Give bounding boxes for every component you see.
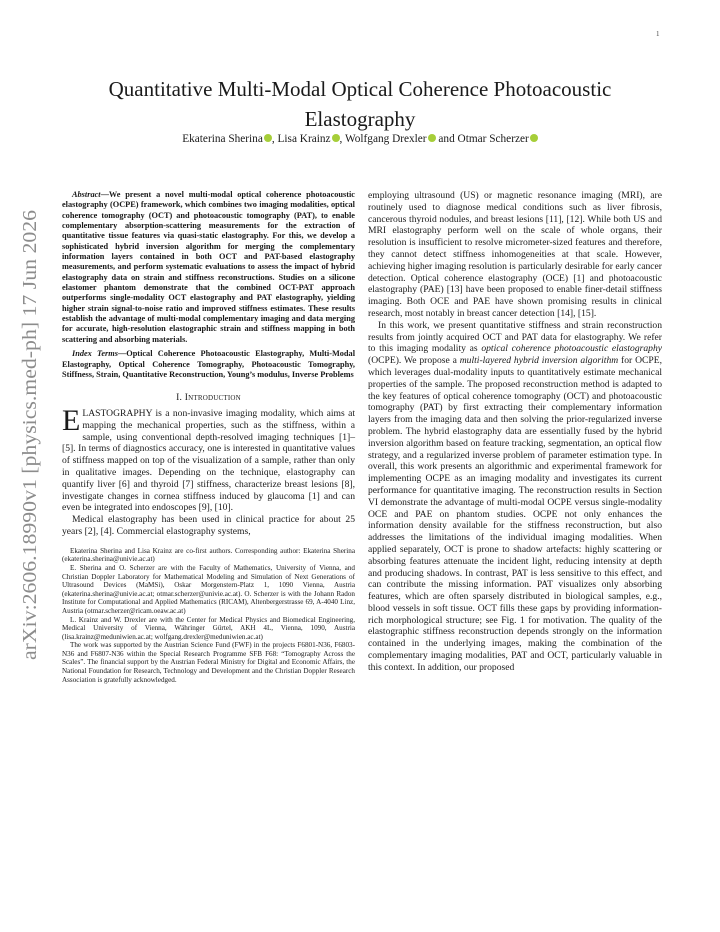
emphasis: optical coherence photoacoustic elastography [481,343,662,355]
orcid-icon[interactable] [332,134,340,142]
index-terms: Index Terms—Optical Coherence Photoacoustic Elastography, Multi-Modal Elastography, Optical Coherence Tomography, Photoacoustic Tomography, Stiffness, Strain, Quantitative Reconstruction, Young’s modulus, Inverse Problems [62,349,356,379]
abstract: Abstract—We present a novel multi-modal optical coherence photoacoustic elastography (OCPE) framework, which combines two imaging modalities, optical coherence tomography (OCT) and photoacoustic tomography (PAT), to enable complementary absorption-scattering measurements for the extraction of quantitative tissue features via quasi-static elastography. For this, we develop a sophisticated hybrid inversion algorithm for merging the complementary information layers contained in both OCT and PAT-based elastography measurements, and perform systematic evaluations to assess the impact of hybrid elastography data on strain and stiffness reconstructions. Studies on a silicone elastomer phantom demonstrate that the combined OCT-PAT approach outperforms single-modality OCT elastography and PAT elastography, yielding higher strain signal-to-noise ratio and improved stiffness estimates. These results establish the advantage of multi-modal complementary imaging and data merging for accurate, high-resolution elastographic strain and stiffness mapping in both scattering and absorbing materials. [62,190,355,344]
author-name: Ekaterina Sherina [182,133,263,145]
footnote: The work was supported by the Austrian Science Fund (FWF) in the projects F6801-N36, F6803-N36 and F6807-N36 within the Special Research Programme SFB F68: “Tomography Across the Scales”. The financial support by the Austrian Federal Ministry for Digital and Economic Affairs, the National Foundation for Research, Technology and Development and the Christian Doppler Research Association is gratefully acknowledged. [62,641,355,684]
intro-paragraph: Medical elastography has been used in clinical practice for about 25 years [2], [4]. Commercial elastography systems, [62,514,355,537]
arxiv-identifier: arXiv:2606.18990v1 [physics.med-ph] 17 Jun 2026 [19,246,41,660]
arxiv-stamp [8,210,44,660]
footnote: L. Krainz and W. Drexler are with the Center for Medical Physics and Biomedical Engineering, Medical University of Vienna, Währinger Gürtel, AKH 4L, Vienna, 1090, Austria (lisa.krainz@meduniwien.ac.at; wolfgang.drexler@meduniwien.ac.at) [62,615,355,641]
author-name: Lisa Krainz [277,133,331,145]
author-name: Wolfgang Drexler [344,133,427,145]
abstract-label: Abstract [72,190,101,199]
intro-paragraph: ELASTOGRAPHY is a non-invasive imaging modality, which aims at mapping the mechanical properties, such as the stiffness, within a sample, using conventional depth-resolved imaging techniques [1]–[5]. In terms of diagnostics accuracy, one is interested in quantitative values of stiffness mapped on top of the visualization of a sample, rather than only in qualitative images. Depending on the technique, elastography can quantify liver [6] and thyroid [7] stiffness, characterize breast lesions [8], investigate changes in cornea stiffness induced by glaucoma [1] and can even be integrated into endoscopes [9], [10]. [62,403,355,514]
paper-title: Quantitative Multi-Modal Optical Coherence Photoacoustic Elastography [108,77,612,132]
orcid-icon[interactable] [264,134,272,142]
author-list: Ekaterina Sherina , Lisa Krainz , Wolfgang Drexler and Otmar Scherzer [70,132,650,146]
orcid-icon[interactable] [530,134,538,142]
drop-cap: E [62,403,81,437]
abstract-text: We present a novel multi-modal optical coherence photoacoustic elastography (OCPE) framework, which combines two imaging modalities, optical coherence tomography (OCT) and photoacoustic tomography (PAT), to enable complementary absorption-scattering measurements for the extraction of quantitative tissue features via quasi-static elastography. For this, we develop a sophisticated hybrid inversion algorithm for merging the complementary information layers contained in both OCT and PAT-based elastography measurements, and perform systematic evaluations to assess the impact of hybrid elastography data on strain and stiffness reconstructions. Studies on a silicone elastomer phantom demonstrate that the combined OCT-PAT approach outperforms single-modality OCT elastography and PAT elastography, yielding higher strain signal-to-noise ratio and improved stiffness estimates. These results establish the advantage of multi-modal complementary imaging and data merging for accurate, high-resolution elastographic strain and stiffness mapping in both scattering and absorbing materials. [62,190,355,344]
footnote: E. Sherina and O. Scherzer are with the Faculty of Mathematics, University of Vienna, and Christian Doppler Laboratory for Mathematical Modeling and Simulation of Next Generations of Ultrasound Devices (MaMSi), Oskar Morgenstern-Platz 1, 1090 Vienna, Austria (ekaterina.sherina@univie.ac.at; otmar.scherzer@univie.ac.at). O. Scherzer is with the Johann Radon Institute for Computational and Applied Mathematics (RICAM), Altenbergerstrasse 69, A-4040 Linz, Austria (otmar.scherzer@ricam.oeaw.ac.at) [62,563,355,615]
emphasis: multi-layered hybrid inversion algorithm [459,355,619,367]
page-number: 1 [656,30,660,38]
body-paragraph: In this work, we present quantitative stiffness and strain reconstruction results from jointly acquired OCT and PAT data for elastography. We refer to this imaging modality as optical coherence photoacoustic elastography (OCPE). We propose a multi-layered hybrid inversion algorithm for OCPE, which leverages dual-modality inputs to quantitatively estimate mechanical properties of the sample. The proposed reconstruction method is adapted to the key features of optical coherence tomography (OCT) and photoacoustic tomography (PAT) by first extracting their complementary information layers from the imaging data and then solving the prior-regularized inverse problem. The hybrid elastography data are essentially fused by the hybrid inversion algorithm based on feature tracking, segmentation, an optical flow strategy, and a regularized inverse problem of parameter estimation type. In overall, this work presents an algorithmic and experimental framework for implementing OCPE as an imaging modality and investigates its current performance for quantitative imaging. The reconstruction results in Section VI demonstrate the advantage of multi-modal OCPE versus single-modality OCE and PAE on phantom studies. OCPE not only enhances the information density available for the stiffness reconstruction, but also addresses the limitations of the individual imaging modalities. When applied separately, OCT is prone to shadow artefacts: highly scattering or absorbing features attenuate the incident light, reducing intensity at depth and producing shadows. In contrast, PAT is less sensitive to this effect, and can contribute the missing information. PAT visualizes only absorbing features, which are often sparsely distributed in biological samples, e.g., blood vessels in soft tissue. OCT fills these gaps by providing information-rich morphological structure; see Fig. 1 for motivation. The quality of the elastographic stiffness reconstruction depends strongly on the information contained in the underlying images, making the combination of the complementary imaging modalities, PAT and OCT, particularly valuable in this context. In addition, our proposed [368,319,663,673]
index-terms-text: Optical Coherence Photoacoustic Elastography, Multi-Modal Elastography, Optical Coherence Tomography, Photoacoustic Tomography, Stiffness, Strain, Quantitative Reconstruction, Young’s modulus, Inverse Problems [62,349,356,379]
footnote: Ekaterina Sherina and Lisa Krainz are co-first authors. Corresponding author: Ekaterina Sherina (ekaterina.sherina@univie.ac.at) [62,546,355,564]
footnotes [62,547,355,685]
right-column [368,190,662,674]
index-terms-label: Index Terms [72,349,118,359]
author-name: Otmar Scherzer [457,133,529,145]
section-heading: I. Introduction [176,392,241,404]
orcid-icon[interactable] [428,134,436,142]
left-column [62,190,355,684]
body-paragraph: employing ultrasound (US) or magnetic resonance imaging (MRI), are routinely used to diagnose medical conditions such as liver fibrosis, cancerous thyroid nodules, and breast lesions [11], [12]. While both US and MRI elastography perform well on the scale of whole organs, their resolution is insufficient to resolve micrometer-sized features and therefore, they cannot detect stiffness inhomogeneities at that scale. However, achieving higher imaging resolution is particularly desirable for early cancer detection. Optical coherence elastography (OCE) [1] and photoacoustic elastography (PAE) [13] have been proposed to enable finer-detail stiffness imaging. Both OCE and PAE have shown promising results in clinical research, most notably in breast cancer detection [14], [15]. [368,190,662,319]
